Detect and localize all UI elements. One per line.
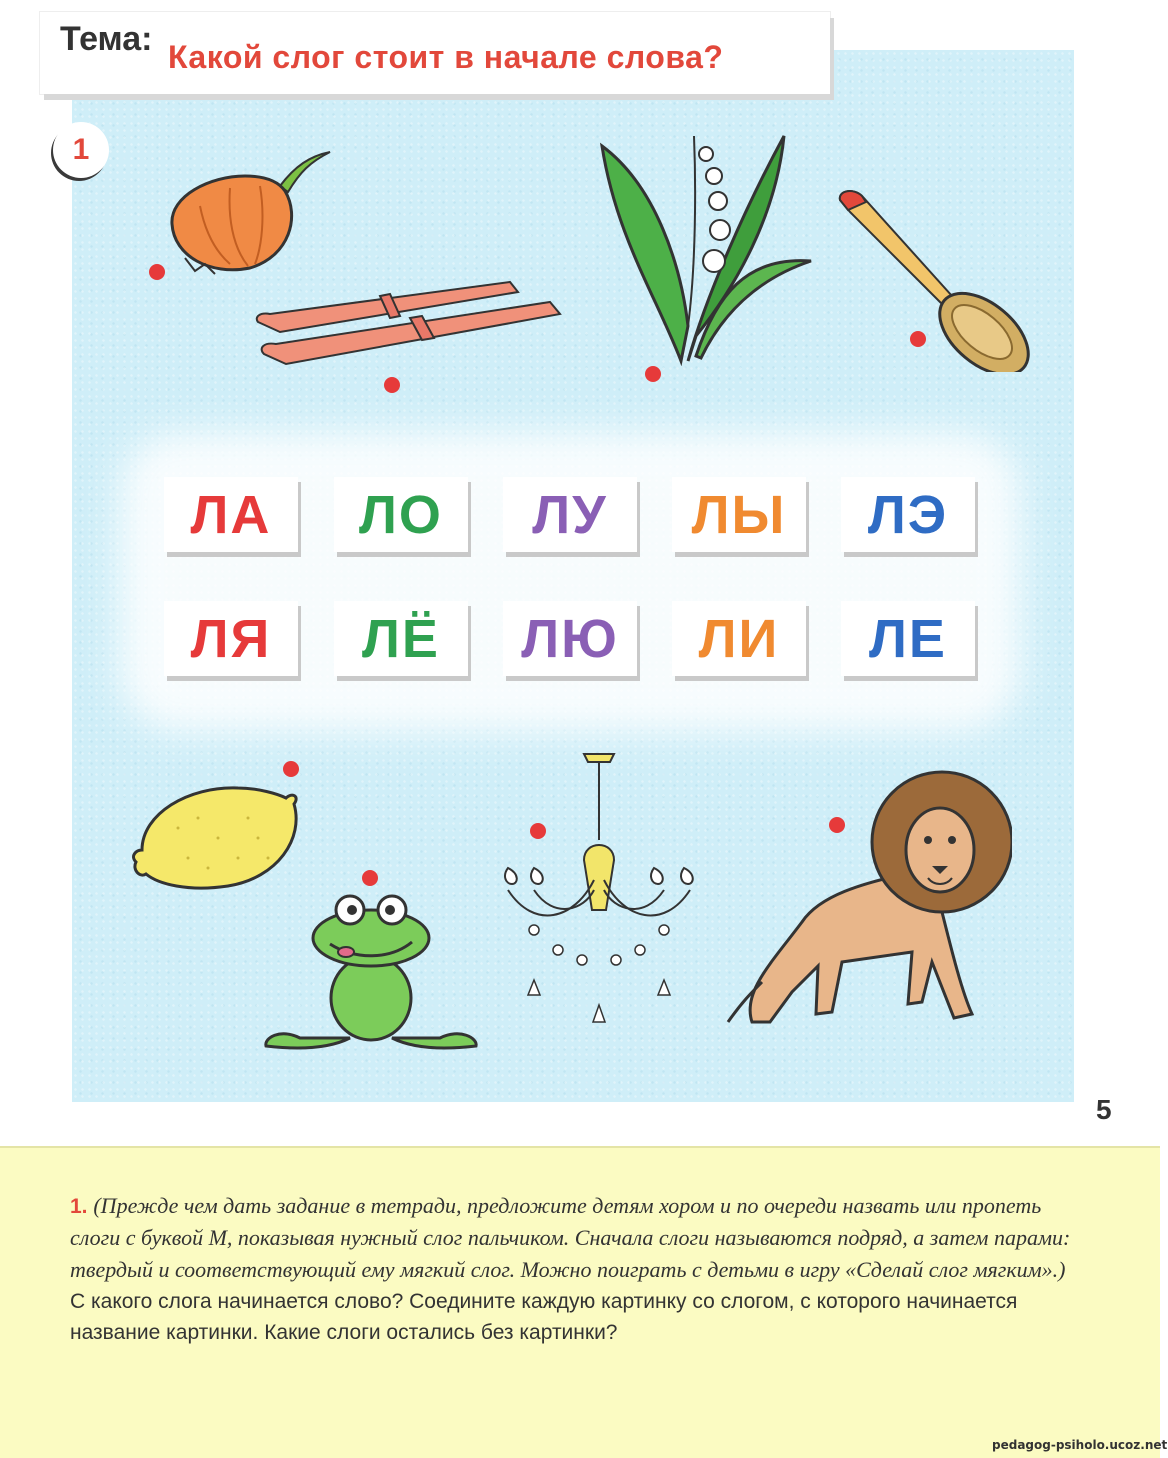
skis-dot[interactable] [384, 377, 400, 393]
task-number-badge: 1 [53, 122, 109, 178]
skis-icon[interactable] [250, 272, 570, 382]
chandelier-dot[interactable] [530, 823, 546, 839]
syllable-card-ly[interactable]: ЛЫ [672, 477, 806, 552]
spoon-dot[interactable] [910, 331, 926, 347]
syllable-card-li[interactable]: ЛИ [672, 601, 806, 676]
syllable-card-lu[interactable]: ЛУ [503, 477, 637, 552]
lion-dot[interactable] [829, 817, 845, 833]
frog-dot[interactable] [362, 870, 378, 886]
teacher-note [70, 1190, 1080, 1348]
note-number: 1. [70, 1195, 88, 1218]
topic-label: Тема: [60, 20, 153, 58]
note-task: С какого слога начинается слово? Соедините каждую картинку со слогом, с которого начинается название картинки. Какие слоги остались без картинки? [70, 1290, 1018, 1344]
syllable-card-la[interactable]: ЛА [164, 477, 298, 552]
syllable-card-lyo[interactable]: ЛЁ [334, 601, 468, 676]
topic-header [40, 12, 830, 94]
lemon-icon[interactable] [128, 778, 303, 896]
lion-icon[interactable] [722, 752, 1012, 1037]
watermark: pedagog-psiholo.ucoz.net [992, 1438, 1168, 1452]
lily-dot[interactable] [645, 366, 661, 382]
lily-of-the-valley-icon[interactable] [596, 126, 826, 366]
spoon-icon[interactable] [834, 186, 1034, 372]
chandelier-icon[interactable] [494, 750, 704, 1030]
syllable-card-le-hard[interactable]: ЛЭ [841, 477, 975, 552]
lemon-dot[interactable] [283, 761, 299, 777]
onion-icon[interactable] [160, 146, 340, 286]
syllable-card-lyu[interactable]: ЛЮ [503, 601, 637, 676]
frog-icon[interactable] [260, 888, 482, 1060]
note-instructions: (Прежде чем дать задание в тетради, предложите детям хором и по очереди назвать или пропеть слоги с буквой М, показывая нужный слог пальчиком. Сначала слоги называются подряд, а затем парами: твердый и соответствующий ему мягкий слог. Можно поиграть с детьми в игру «Сделай слог мягким».) [70, 1193, 1071, 1282]
syllable-card-lo[interactable]: ЛО [334, 477, 468, 552]
page-number: 5 [1096, 1094, 1112, 1125]
topic-title: Какой слог стоит в начале слова? [168, 39, 724, 75]
onion-dot[interactable] [149, 264, 165, 280]
syllable-card-le[interactable]: ЛЕ [841, 601, 975, 676]
syllable-card-lya[interactable]: ЛЯ [164, 601, 298, 676]
